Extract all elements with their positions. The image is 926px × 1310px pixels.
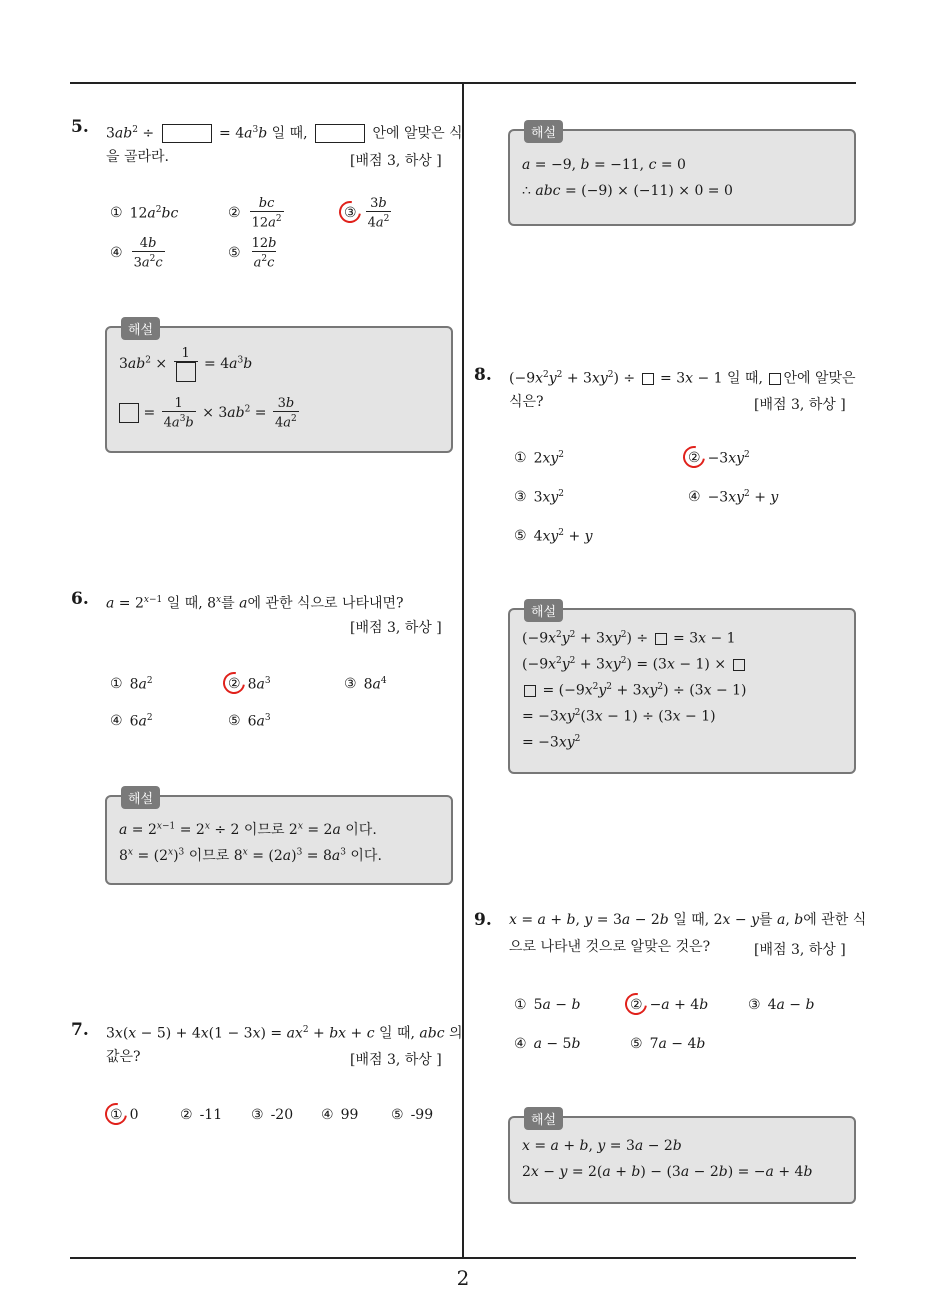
solution-tab: 해설 [524, 1107, 563, 1130]
question-7-line-1: $3x(x - 5) + 4x(1 - 3x) = ax^2$ + bx + c 일 때, abc 의 [106, 1025, 463, 1042]
q5-choice-4: ④ $\frac{4b}{3a^2c}$ [110, 236, 163, 271]
question-8-points: [배점 3, 하상 ] [754, 397, 846, 413]
solution-tab: 해설 [524, 120, 563, 143]
q5-solution-line-2: = $\frac{1}{4a^3b}$ × $3ab^2$ = $\frac{3b}{4a^2}$ [119, 396, 301, 430]
q5-choice-5: ⑤ $\frac{12b}{a^2c}$ [228, 236, 277, 271]
question-6-line-1: $a = 2^{x-1}$ 일 때, 8$^x$를 a에 관한 식으로 나타내면? [106, 595, 404, 612]
q5-choice-3-marked: ③ $\frac{3b}{4a^2}$ [344, 196, 393, 230]
question-6-points: [배점 3, 하상 ] [350, 620, 442, 636]
q5-solution-box [105, 323, 453, 453]
answer-blank [162, 124, 212, 143]
q8-solution-line-4: = $-3xy^2(3x - 1) \div (3x - 1)$ [522, 708, 716, 725]
q5-solution-line-1: $3ab^2$ × 1 = $4a^3b$ [119, 346, 252, 382]
solution-tab: 해설 [121, 786, 160, 809]
question-7-number: 7. [71, 1020, 89, 1040]
question-8-number: 8. [474, 365, 492, 385]
answer-blank [315, 124, 365, 143]
q8-solution-line-3: = $(-9x^2y^2 + 3xy^2) \div (3x - 1)$ [522, 682, 747, 699]
q8-choice-1: ① $2xy^2$ [514, 450, 565, 467]
answer-mark [101, 1099, 132, 1130]
q6-choice-4: ④ $6a^2$ [110, 713, 153, 730]
q9-solution-line-2: 2x − y = 2(a + b) − (3a − 2b) = −a + 4b [522, 1164, 813, 1180]
q7-choice-1-marked: ① 0 [110, 1107, 138, 1123]
question-7-points: [배점 3, 하상 ] [350, 1052, 442, 1068]
q8-solution-line-2: $(-9x^2y^2 + 3xy^2) = (3x - 1)$ × [522, 656, 747, 673]
solution-tab: 해설 [524, 599, 563, 622]
question-9-number: 9. [474, 910, 492, 930]
q9-choice-3: ③ 4a − b [748, 997, 815, 1013]
q8-choice-3: ③ $3xy^2$ [514, 489, 565, 506]
q7-solution-box [508, 126, 856, 226]
q9-choice-4: ④ a − 5b [514, 1036, 581, 1052]
question-8-line-2: 식은? [509, 394, 544, 410]
solution-tab: 해설 [121, 317, 160, 340]
q6-choice-5: ⑤ $6a^3$ [228, 713, 271, 730]
q9-solution-box [508, 1113, 856, 1204]
answer-mark [219, 668, 250, 699]
q7-choice-4: ④ 99 [321, 1107, 359, 1123]
question-9-line-2: 으로 나타낸 것으로 알맞은 것은? [509, 939, 711, 955]
q8-solution-box [508, 605, 856, 774]
q8-solution-line-1: $(-9x^2y^2 + 3xy^2)$ ÷ = 3x − 1 [522, 630, 736, 647]
q8-solution-line-5: = $-3xy^2$ [522, 734, 581, 751]
q6-choice-2-marked: ② $8a^3$ [228, 676, 271, 693]
q6-choice-3: ③ $8a^4$ [344, 676, 387, 693]
q7-solution-line-1: a = −9, b = −11, c = 0 [522, 157, 686, 173]
question-8-line-1: $(-9x^2y^2 + 3xy^2)$ ÷ = 3x − 1 일 때, 안에 알맞은 [509, 370, 856, 387]
q8-choice-2-marked: ② $-3xy^2$ [688, 450, 750, 467]
q7-choice-2: ② -11 [180, 1107, 223, 1123]
q6-solution-line-1: $a = 2^{x-1} = 2^x \div 2$ 이므로 $2^x = 2a$ 이다. [119, 821, 377, 838]
q9-choice-1: ① 5a − b [514, 997, 581, 1013]
q6-choice-1: ① $8a^2$ [110, 676, 153, 693]
q9-choice-2-marked: ② −a + 4b [630, 997, 708, 1013]
question-5-number: 5. [71, 117, 89, 137]
question-9-points: [배점 3, 하상 ] [754, 942, 846, 958]
q6-solution-box [105, 792, 453, 885]
question-6-number: 6. [71, 589, 89, 609]
answer-mark [335, 197, 366, 228]
q7-solution-line-2: ∴ abc = (−9) × (−11) × 0 = 0 [522, 183, 733, 199]
question-9-line-1: x = a + b, y = 3a − 2b 일 때, 2x − y를 a, b에 관한 식 [509, 912, 867, 928]
q7-choice-3: ③ -20 [251, 1107, 294, 1123]
q8-choice-4: ④ $-3xy^2 + y$ [688, 489, 779, 506]
q9-solution-line-1: x = a + b, y = 3a − 2b [522, 1138, 682, 1154]
bottom-rule [70, 1257, 856, 1259]
answer-mark [679, 442, 710, 473]
answer-mark [621, 989, 652, 1020]
q5-choice-1: ① $12a^2bc$ [110, 205, 179, 222]
q6-solution-line-2: $8^x = (2^x)^3$ 이므로 $8^x = (2a)^3 = 8a^3$ 이다. [119, 847, 382, 864]
q9-choice-5: ⑤ 7a − 4b [630, 1036, 706, 1052]
question-5-line-1: $3ab^2$ ÷ = $4a^3b$ 일 때, 안에 알맞은 식 [106, 125, 463, 142]
q5-choice-2: ② $\frac{bc}{12a^2}$ [228, 196, 282, 231]
q8-choice-5: ⑤ $4xy^2 + y$ [514, 528, 593, 545]
column-divider [462, 82, 464, 1258]
question-5-line-2: 을 골라라. [106, 149, 169, 165]
page-number: 2 [456, 1266, 470, 1290]
question-5-points: [배점 3, 하상 ] [350, 153, 442, 169]
q7-choice-5: ⑤ -99 [391, 1107, 434, 1123]
question-7-line-2: 값은? [106, 1049, 141, 1065]
